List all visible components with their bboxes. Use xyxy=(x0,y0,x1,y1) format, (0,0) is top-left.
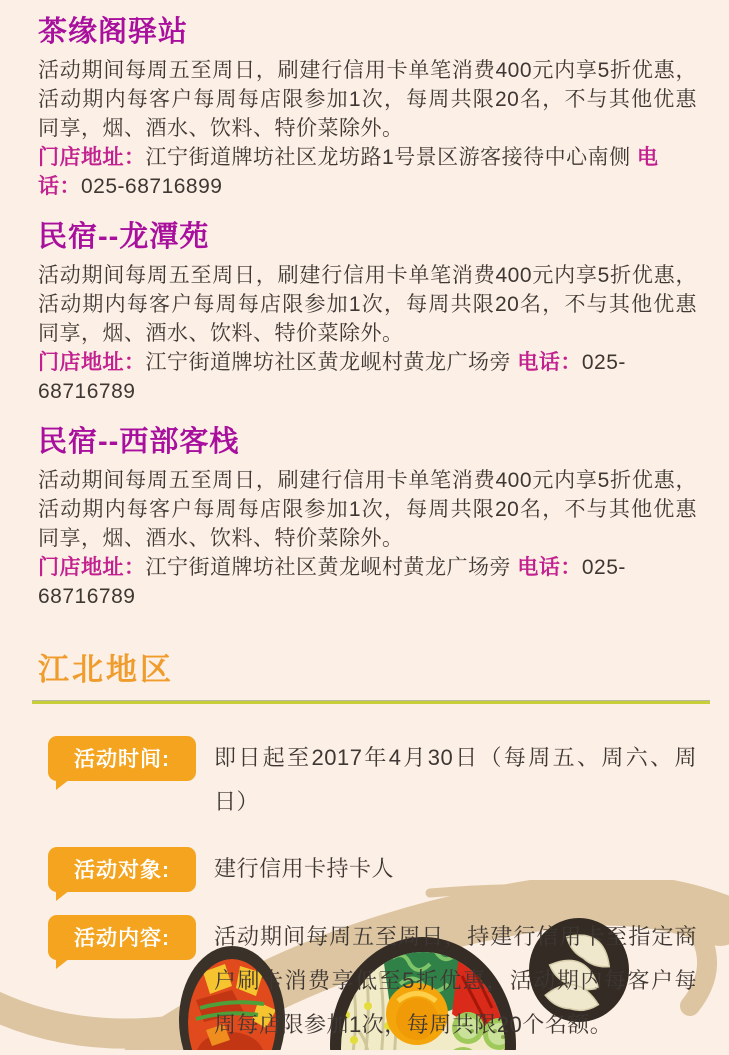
shop-title: 民宿--龙潭苑 xyxy=(38,221,210,253)
shop-address-line xyxy=(38,143,697,201)
address-value: 江宁街道牌坊社区黄龙岘村黄龙广场旁 xyxy=(145,351,511,374)
activity-target-text: 建行信用卡持卡人 xyxy=(214,856,395,881)
address-label: 门店地址： xyxy=(38,556,146,579)
phone-label: 电话： xyxy=(517,556,582,579)
shop-terms-text: 活动期间每周五至周日，刷建行信用卡单笔消费400元内享5折优惠，活动期内每客户每周每店限参加1次，每周共限20名，不与其他优惠同享，烟、酒水、饮料、特价菜除外。 xyxy=(38,469,697,550)
activity-content-text: 活动期间每周五至周日，持建行信用卡至指定商户刷卡消费享低至5折优惠，活动期内每客户每周每店限参加1次，每周共限20个名额。 xyxy=(214,924,697,1037)
shop-address-line xyxy=(38,348,697,406)
shop-address-line xyxy=(38,553,697,611)
address-label: 门店地址： xyxy=(38,351,146,374)
region-title: 江北地区 xyxy=(38,652,174,687)
address-label: 门店地址： xyxy=(38,146,146,169)
activity-time-text: 即日起至2017年4月30日（每周五、周六、周日） xyxy=(214,745,697,814)
activity-time-tag: 活动时间: xyxy=(48,736,196,781)
address-value: 江宁街道牌坊社区黄龙岘村黄龙广场旁 xyxy=(145,556,511,579)
shop-section xyxy=(38,221,697,406)
shop-terms-text: 活动期间每周五至周日，刷建行信用卡单笔消费400元内享5折优惠，活动期内每客户每周每店限参加1次，每周共限20名，不与其他优惠同享，烟、酒水、饮料、特价菜除外。 xyxy=(38,59,697,140)
region-info-rows xyxy=(38,736,697,1047)
phone-number: 025-68716789 xyxy=(38,556,626,608)
phone-label: 电话： xyxy=(38,146,659,198)
shop-title: 茶缘阁驿站 xyxy=(38,16,189,48)
region-row-time xyxy=(38,736,697,824)
region-row-target xyxy=(38,847,697,892)
shop-title: 民宿--西部客栈 xyxy=(38,426,240,458)
region-divider xyxy=(32,700,710,704)
region-row-content xyxy=(38,915,697,1047)
phone-number: 025-68716899 xyxy=(81,175,223,198)
activity-content-tag: 活动内容: xyxy=(48,915,196,960)
shop-terms-text: 活动期间每周五至周日，刷建行信用卡单笔消费400元内享5折优惠，活动期内每客户每周每店限参加1次，每周共限20名，不与其他优惠同享，烟、酒水、饮料、特价菜除外。 xyxy=(38,264,697,345)
shop-section xyxy=(38,16,697,201)
activity-target-tag: 活动对象: xyxy=(48,847,196,892)
phone-number: 025-68716789 xyxy=(38,351,626,403)
address-value: 江宁街道牌坊社区龙坊路1号景区游客接待中心南侧 xyxy=(145,146,631,169)
phone-label: 电话： xyxy=(517,351,582,374)
shop-section xyxy=(38,426,697,611)
